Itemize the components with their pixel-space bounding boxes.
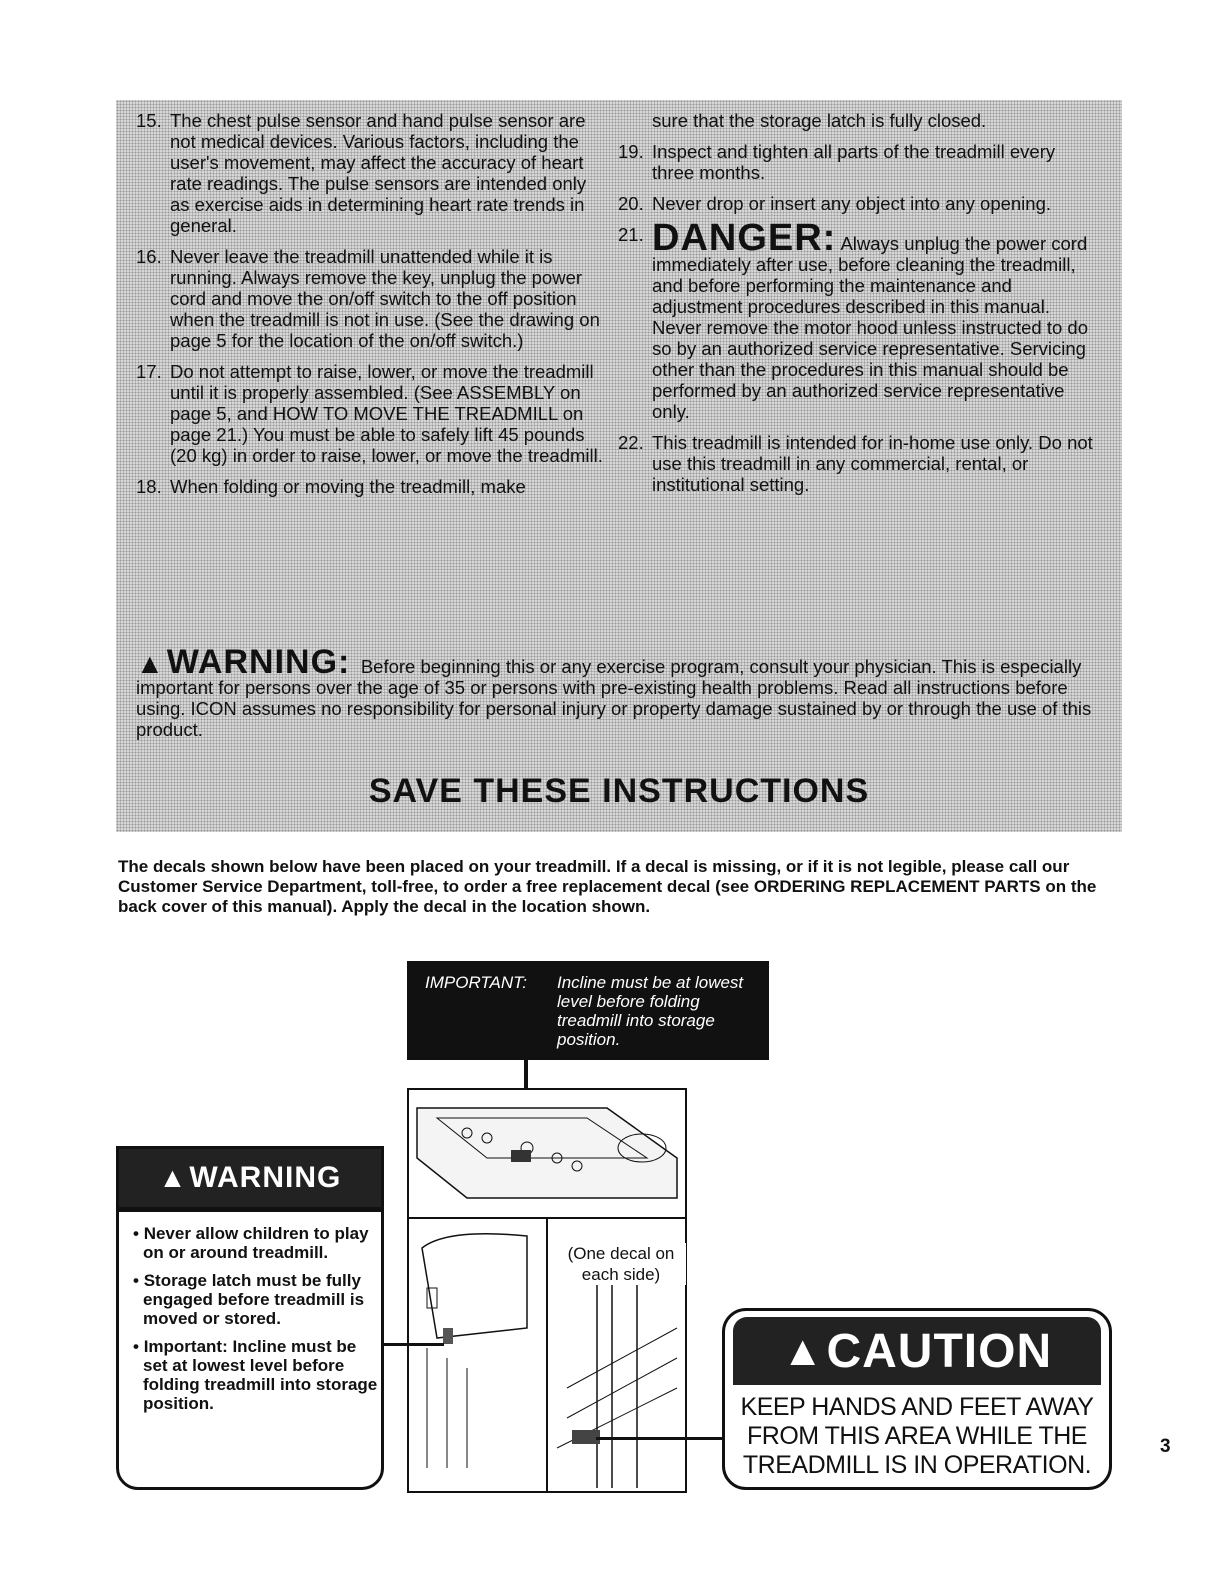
save-instructions-title: SAVE THESE INSTRUCTIONS <box>368 772 870 810</box>
safety-item-22: 22. This treadmill is intended for in-home use only. Do not use this treadmill in any commercial, rental, or institutional setting. <box>618 432 1093 495</box>
page-number: 3 <box>1160 1436 1171 1457</box>
safety-item-21-danger: 21. DANGER: Always unplug the power cord immediately after use, before cleaning the treadmill, and before performing the maintenance and adjustment procedures described in this manual. Never remove the motor hood unless instructed to do so by an authorized service representative. Servicing other than the procedures in this manual should be performed by an authorized service representative only. <box>618 217 1089 422</box>
caution-decal <box>722 1308 1112 1490</box>
one-decal-note: (One decal on each side) <box>556 1243 686 1285</box>
treadmill-drawing <box>407 1088 687 1493</box>
important-text: Incline must be at lowest level before folding treadmill into storage position. <box>557 973 744 1049</box>
safety-instructions-box <box>116 100 1122 832</box>
safety-item-18-continuation: sure that the storage latch is fully closed. <box>652 110 987 131</box>
danger-heading: DANGER: <box>652 217 837 259</box>
caution-message: KEEP HANDS AND FEET AWAY FROM THIS AREA WHILE THE TREADMILL IS IN OPERATION. <box>740 1393 1094 1479</box>
warning-text: Before beginning this or any exercise program, consult your physician. This is especially important for persons over the age of 35 or persons with pre-existing health problems. Read all instructions before using. ICON assumes no responsibility for personal injury or property damage sustained by or through the use of this product. <box>136 656 1092 740</box>
warning-arrow-line <box>384 1343 444 1346</box>
danger-text: Always unplug the power cord immediately after use, before cleaning the treadmill, and before performing the maintenance and adjustment procedures described in this manual. Never remove the motor hood unless instructed to do so by an authorized service representative. Servicing other than the procedures in this manual should be performed by an authorized service representative only. <box>652 233 1089 422</box>
warning-triangle-icon: ▲ <box>136 648 165 679</box>
caution-triangle-icon: ▲ <box>781 1327 825 1374</box>
safety-item-19: 19. Inspect and tighten all parts of the treadmill every three months. <box>618 141 1056 183</box>
right-column <box>618 110 1098 505</box>
important-lead: IMPORTANT: <box>425 973 527 992</box>
warning-decal <box>116 1146 384 1490</box>
safety-item-15: 15. The chest pulse sensor and hand pulse sensor are not medical devices. Various factors, including the user's movement, may affect the accuracy of heart rate readings. The pulse sensors are intended only as exercise aids in determining heart rate trends in general. <box>136 110 587 236</box>
warning-decal-bullet: • Important: Incline must be set at lowest level before folding treadmill into storage position. <box>133 1337 381 1413</box>
warning-decal-triangle-icon: ▲ <box>158 1162 188 1193</box>
safety-item-18: 18. When folding or moving the treadmill, make <box>136 476 526 497</box>
caution-arrow-line <box>596 1437 722 1440</box>
safety-item-20: 20. Never drop or insert any object into any opening. <box>618 193 1052 214</box>
warning-decal-bullet: • Storage latch must be fully engaged before treadmill is moved or stored. <box>133 1271 381 1328</box>
caution-title: CAUTION <box>826 1324 1053 1378</box>
safety-item-16: 16. Never leave the treadmill unattended while it is running. Always remove the key, unplug the power cord and move the on/off switch to the off position when the treadmill is not in use. (See the drawing on page 5 for the location of the on/off switch.) <box>136 246 600 351</box>
warning-heading: WARNING: <box>166 643 351 681</box>
important-decal <box>407 961 769 1060</box>
decals-intro-paragraph: The decals shown below have been placed on your treadmill. If a decal is missing, or if it is not legible, please call our Customer Service Department, toll-free, to order a free replacement decal (see ORDERING REPLACEMENT PARTS on the back cover of this manual). Apply the decal in the location shown. <box>118 857 1097 916</box>
warning-decal-bullet: • Never allow children to play on or around treadmill. <box>133 1224 381 1262</box>
left-column <box>136 110 606 507</box>
warning-decal-list <box>119 1224 381 1413</box>
warning-decal-title: WARNING <box>189 1161 342 1194</box>
general-warning <box>136 643 1101 740</box>
safety-item-17: 17. Do not attempt to raise, lower, or move the treadmill until it is properly assembled. (See ASSEMBLY on page 5, and HOW TO MOVE THE TREADMILL on page 21.) You must be able to safely lift 45 pounds (20 kg) in order to raise, lower, or move the treadmill. <box>136 361 603 466</box>
